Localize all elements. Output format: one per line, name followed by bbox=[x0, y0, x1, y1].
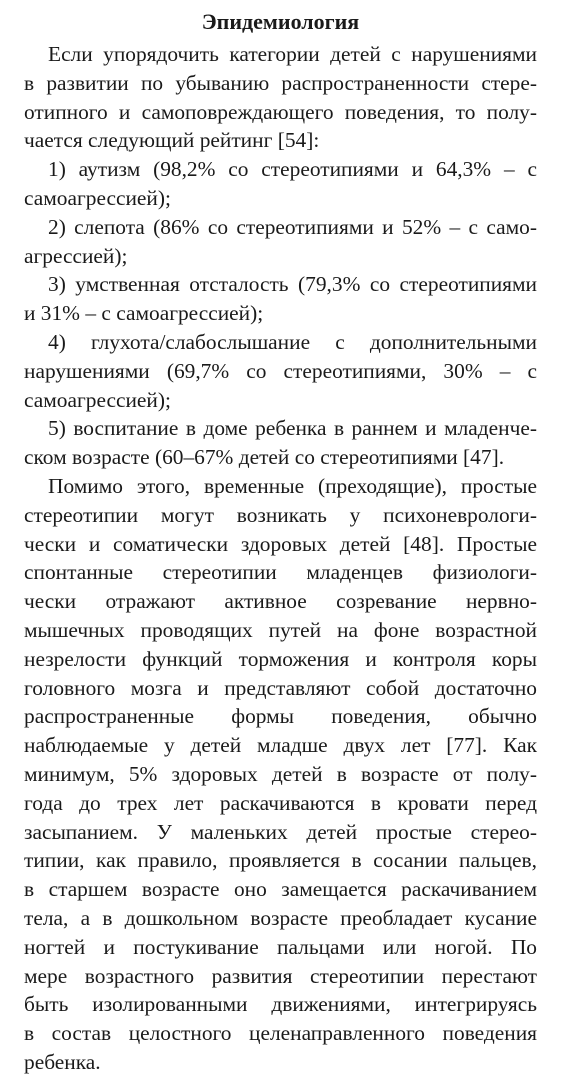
text-line: 3) умственная отсталость (79,3% со стереотипиями bbox=[48, 272, 537, 297]
text-line: чается следующий рейтинг [54]: bbox=[24, 128, 320, 153]
text-line: ском возрасте (60–67% детей со стереотипиями [47]. bbox=[24, 445, 505, 470]
text-line: агрессией); bbox=[24, 243, 128, 268]
text-line: 1) аутизм (98,2% со стереотипиями и 64,3% – с bbox=[48, 157, 537, 182]
text-line: мере возрастного развития стереотипии перестают bbox=[24, 963, 537, 988]
text-line: спонтанные стереотипии младенцев физиологи- bbox=[24, 560, 537, 585]
text-line: отипного и самоповреждающего поведения, то полу- bbox=[24, 99, 537, 124]
text-line: Если упорядочить категории детей с нарушениями bbox=[48, 42, 537, 66]
body-text bbox=[24, 40, 537, 1077]
text-line: чески отражают активное созревание нервно- bbox=[24, 589, 537, 614]
text-line: засыпанием. У маленьких детей простые стерео- bbox=[24, 819, 537, 844]
text-line: чески и соматически здоровых детей [48]. Простые bbox=[24, 531, 537, 556]
text-line: самоагрессией); bbox=[24, 387, 171, 412]
text-line: головного мозга и представляют собой достаточно bbox=[24, 675, 537, 700]
text-line: ногтей и постукивание пальцами или ногой. По bbox=[24, 934, 537, 959]
text-line: года до трех лет раскачиваются в кровати перед bbox=[24, 790, 537, 815]
text-line: стереотипии могут возникать у психоневрологи- bbox=[24, 502, 537, 527]
text-line: типии, как правило, проявляется в сосании пальцев, bbox=[24, 848, 537, 873]
text-line: тела, а в дошкольном возрасте преобладает кусание bbox=[24, 905, 537, 930]
text-line: наблюдаемые у детей младше двух лет [77]. Как bbox=[24, 733, 537, 758]
text-line: 4) глухота/слабослышание с дополнительными bbox=[48, 329, 537, 354]
text-line: самоагрессией); bbox=[24, 185, 171, 210]
text-line: в развитии по убыванию распространенности стере- bbox=[24, 70, 537, 95]
text-line: мышечных проводящих путей на фоне возрастной bbox=[24, 617, 537, 642]
text-line: 5) воспитание в доме ребенка в раннем и младенче- bbox=[48, 416, 537, 441]
text-line: нарушениями (69,7% со стереотипиями, 30% – с bbox=[24, 358, 537, 383]
text-line: в состав целостного целенаправленного поведения bbox=[24, 1021, 537, 1046]
text-line: 2) слепота (86% со стереотипиями и 52% – с само- bbox=[48, 214, 537, 239]
text-line: и 31% – с самоагрессией); bbox=[24, 301, 264, 326]
text-line: быть изолированными движениями, интегрируясь bbox=[24, 992, 537, 1017]
text-line: в старшем возрасте оно замещается раскачиванием bbox=[24, 877, 537, 902]
text-line: минимум, 5% здоровых детей в возрасте от полу- bbox=[24, 761, 537, 786]
text-line: Помимо этого, временные (преходящие), простые bbox=[48, 473, 537, 498]
section-heading: Эпидемиология bbox=[201, 9, 360, 34]
text-line: незрелости функций торможения и контроля коры bbox=[24, 646, 537, 671]
text-line: ребенка. bbox=[24, 1049, 101, 1074]
text-line: распространенные формы поведения, обычно bbox=[24, 704, 537, 729]
